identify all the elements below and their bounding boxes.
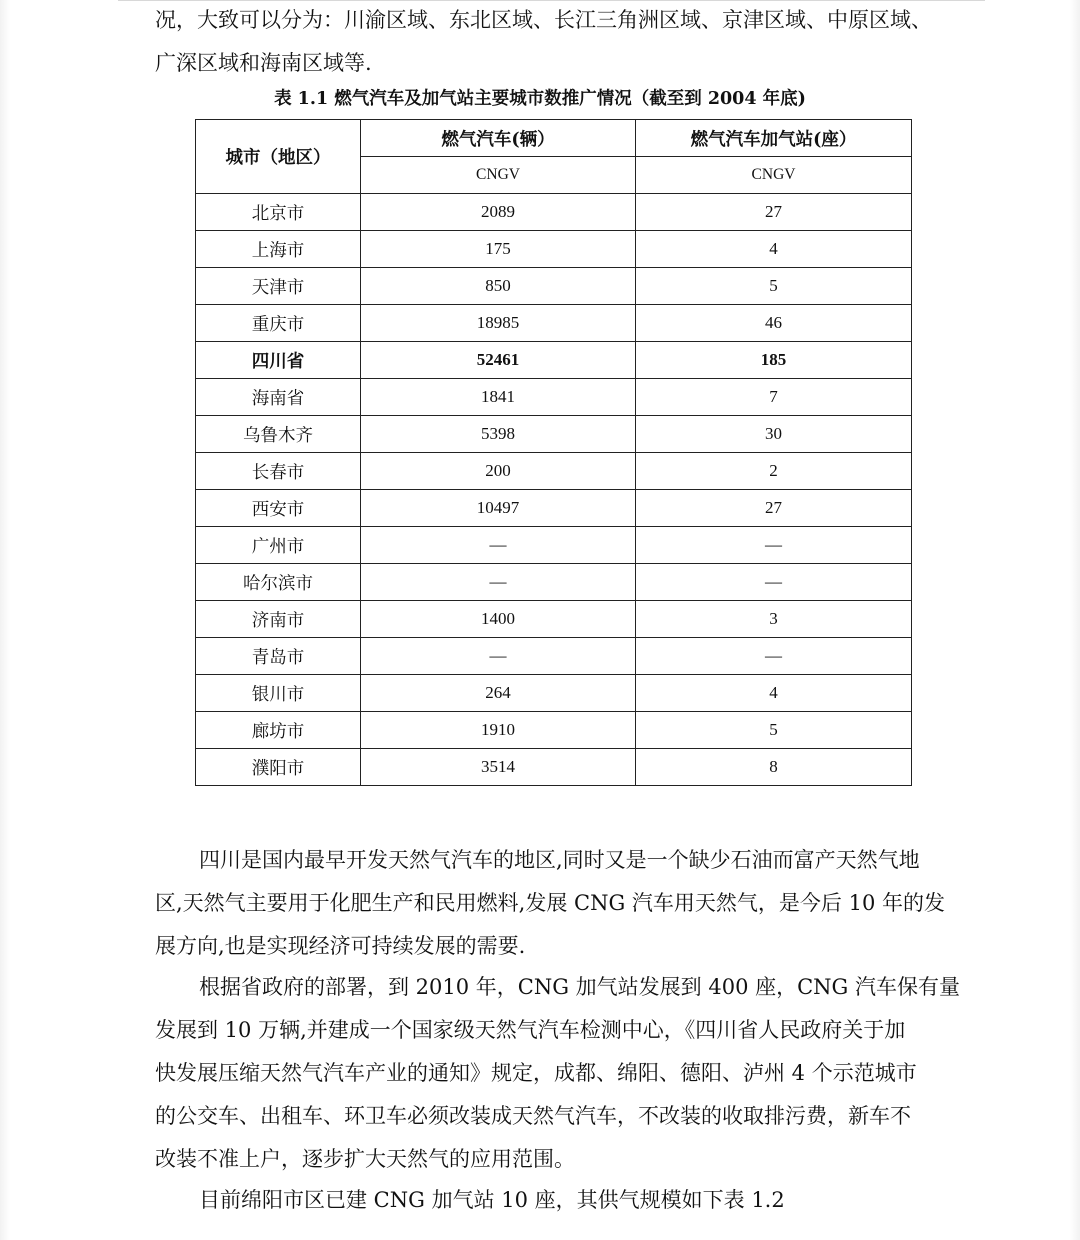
table-row [196, 601, 912, 638]
cell-vehicles: — [361, 564, 636, 601]
cell-city: 青岛市 [196, 638, 361, 675]
paragraph-line: 发展到 10 万辆,并建成一个国家级天然气汽车检测中心，《四川省人民政府关于加 [155, 1018, 906, 1042]
table-row [196, 490, 912, 527]
header-city: 城市（地区） [196, 120, 361, 194]
cell-vehicles: 3514 [361, 749, 636, 786]
cell-stations: 4 [636, 675, 912, 712]
cell-vehicles: 52461 [361, 342, 636, 379]
cell-city: 西安市 [196, 490, 361, 527]
cell-vehicles: 1841 [361, 379, 636, 416]
table-caption: 表 1.1 燃气汽车及加气站主要城市数推广情况（截至到 2004 年底) [274, 89, 806, 109]
city-data-table [195, 119, 912, 786]
header-stations: 燃气汽车加气站(座） [636, 120, 912, 157]
cell-stations: 30 [636, 416, 912, 453]
table-header-row [196, 120, 912, 157]
table-row [196, 379, 912, 416]
table-row [196, 638, 912, 675]
table-row [196, 416, 912, 453]
cell-city: 银川市 [196, 675, 361, 712]
cell-stations: 8 [636, 749, 912, 786]
table-row [196, 675, 912, 712]
cell-vehicles: 175 [361, 231, 636, 268]
cell-vehicles: 5398 [361, 416, 636, 453]
cell-stations: 185 [636, 342, 912, 379]
cell-city: 濮阳市 [196, 749, 361, 786]
cell-city: 乌鲁木齐 [196, 416, 361, 453]
cell-vehicles: 850 [361, 268, 636, 305]
table-row [196, 749, 912, 786]
intro-paragraph [155, 0, 955, 85]
cell-vehicles: 1400 [361, 601, 636, 638]
cell-stations: 27 [636, 194, 912, 231]
cell-vehicles: 200 [361, 453, 636, 490]
cell-vehicles: 18985 [361, 305, 636, 342]
cell-city: 长春市 [196, 453, 361, 490]
paragraph-line: 目前绵阳市区已建 CNG 加气站 10 座，其供气规模如下表 1.2 [199, 1188, 785, 1212]
paragraph-line: 区,天然气主要用于化肥生产和民用燃料,发展 CNG 汽车用天然气，是今后 10 年的发 [155, 891, 945, 915]
cell-city: 哈尔滨市 [196, 564, 361, 601]
header-vehicles: 燃气汽车(辆） [361, 120, 636, 157]
table-row [196, 527, 912, 564]
page-edge-left [0, 0, 10, 1240]
cell-stations: 2 [636, 453, 912, 490]
table-row [196, 194, 912, 231]
table-row [196, 268, 912, 305]
cell-vehicles: 264 [361, 675, 636, 712]
paragraph-line: 四川是国内最早开发天然气汽车的地区,同时又是一个缺少石油而富产天然气地 [199, 848, 920, 872]
cell-vehicles: 1910 [361, 712, 636, 749]
cell-city: 北京市 [196, 194, 361, 231]
paragraph-provincial-plan [155, 966, 961, 1181]
cell-vehicles: — [361, 527, 636, 564]
table-row-highlight [196, 342, 912, 379]
paragraph-line: 展方向,也是实现经济可持续发展的需要. [155, 934, 526, 958]
table-row [196, 305, 912, 342]
cell-stations: 4 [636, 231, 912, 268]
cell-city: 广州市 [196, 527, 361, 564]
cell-city: 海南省 [196, 379, 361, 416]
paragraph-line: 的公交车、出租车、环卫车必须改装成天然气汽车，不改装的收取排污费，新车不 [155, 1104, 911, 1128]
paragraph-line: 根据省政府的部署，到 2010 年，CNG 加气站发展到 400 座，CNG 汽车保有量 [199, 975, 961, 999]
cell-city: 天津市 [196, 268, 361, 305]
cell-city: 济南市 [196, 601, 361, 638]
cell-stations: 7 [636, 379, 912, 416]
cell-stations: 27 [636, 490, 912, 527]
cell-vehicles: 2089 [361, 194, 636, 231]
table-row [196, 712, 912, 749]
cell-stations: 5 [636, 268, 912, 305]
cell-stations: 3 [636, 601, 912, 638]
table-row [196, 453, 912, 490]
cell-stations: 5 [636, 712, 912, 749]
table-row [196, 564, 912, 601]
paragraph-mianyang [155, 1179, 955, 1222]
paragraph-line: 改装不准上户，逐步扩大天然气的应用范围。 [155, 1147, 575, 1171]
cell-city: 重庆市 [196, 305, 361, 342]
table-row [196, 231, 912, 268]
cell-vehicles: 10497 [361, 490, 636, 527]
intro-line: 况，大致可以分为：川渝区域、东北区域、长江三角洲区域、京津区域、中原区域、 [155, 8, 932, 32]
paragraph-line: 快发展压缩天然气汽车产业的通知》规定，成都、绵阳、德阳、泸州 4 个示范城市 [155, 1061, 917, 1085]
page-edge-right [1070, 0, 1080, 1240]
intro-line: 广深区域和海南区域等. [155, 51, 372, 75]
cell-stations: — [636, 527, 912, 564]
subheader-stations: CNGV [636, 157, 912, 194]
paragraph-sichuan [155, 839, 955, 968]
cell-city: 廊坊市 [196, 712, 361, 749]
cell-stations: — [636, 638, 912, 675]
cell-stations: 46 [636, 305, 912, 342]
cell-city: 四川省 [196, 342, 361, 379]
cell-city: 上海市 [196, 231, 361, 268]
cell-vehicles: — [361, 638, 636, 675]
subheader-vehicles: CNGV [361, 157, 636, 194]
cell-stations: — [636, 564, 912, 601]
